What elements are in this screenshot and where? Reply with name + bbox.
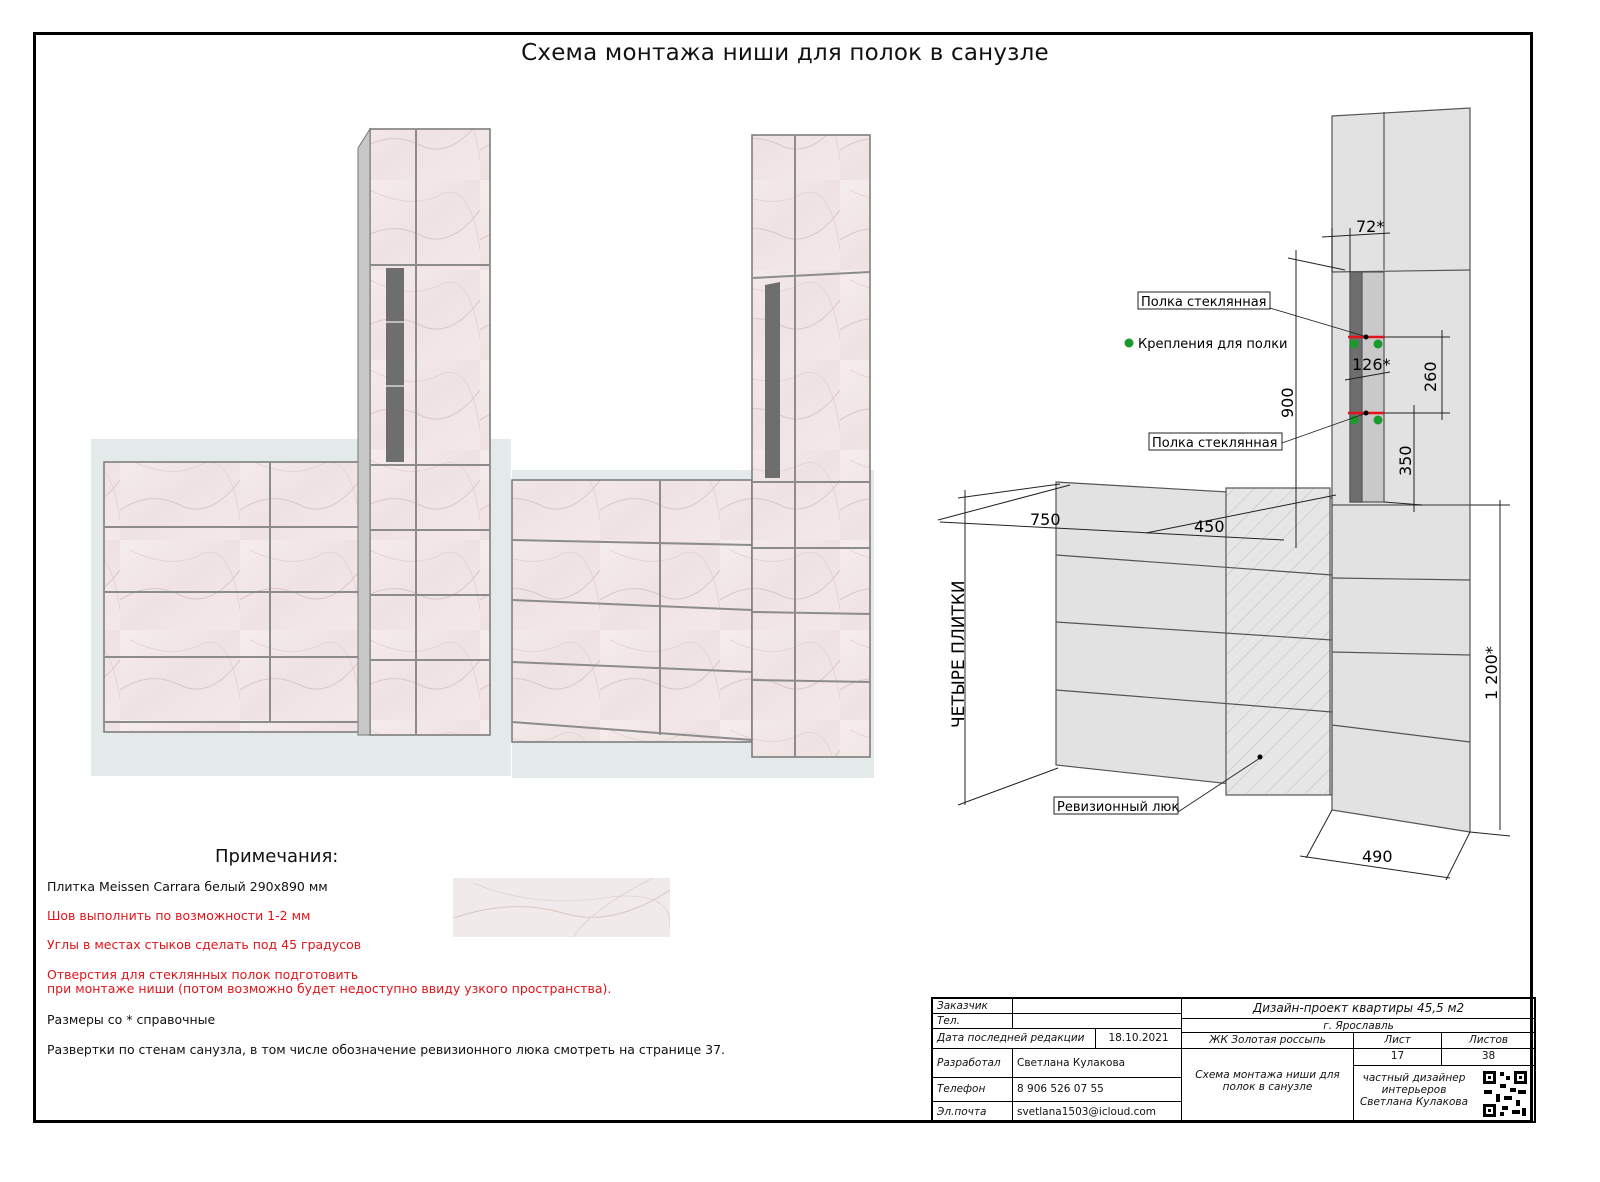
fastener-dot	[1374, 340, 1383, 349]
notes-heading: Примечания:	[215, 846, 339, 867]
tb-developer-name: Светлана Кулакова	[1013, 1049, 1182, 1078]
tb-email-label: Эл.почта	[933, 1102, 1013, 1123]
render-left-niche	[386, 268, 404, 462]
label-tile-count: ЧЕТЫРЕ ПЛИТКИ	[949, 580, 969, 728]
dim-350: 350	[1396, 445, 1415, 476]
tb-phone-short-value	[1013, 1014, 1182, 1029]
tb-city: г. Ярославль	[1182, 1019, 1536, 1033]
dim-1200: 1 200*	[1482, 646, 1501, 700]
dim-900: 900	[1278, 387, 1297, 418]
render-middle-niche	[765, 282, 780, 478]
sheet-title: Схема монтажа ниши для полок в санузле	[521, 40, 1049, 66]
dim-490: 490	[1362, 847, 1393, 866]
tb-last-edit-label: Дата последней редакции	[933, 1029, 1096, 1049]
dim-750: 750	[1030, 510, 1061, 529]
schematic-revision-hatch	[1226, 488, 1330, 795]
label-fasteners: Крепления для полки	[1138, 337, 1288, 352]
note-holes-2: при монтаже ниши (потом возможно будет недоступно ввиду узкого пространства).	[47, 981, 612, 996]
render-left-wall	[104, 462, 370, 732]
tb-qr-cell	[1474, 1066, 1536, 1123]
note-seam: Шов выполнить по возможности 1-2 мм	[47, 908, 311, 923]
fastener-dot	[1374, 416, 1383, 425]
tb-email-value: svetlana1503@icloud.com	[1013, 1102, 1182, 1123]
label-shelf-bottom: Полка стеклянная	[1152, 436, 1278, 451]
note-tile: Плитка Meissen Carrara белый 290x890 мм	[47, 879, 328, 894]
tb-sheet-label: Лист	[1354, 1033, 1442, 1049]
note-holes-1: Отверстия для стеклянных полок подготовить	[47, 967, 359, 982]
tb-last-edit-date: 18.10.2021	[1096, 1029, 1182, 1049]
tb-sheets-total: 38	[1442, 1049, 1536, 1066]
dim-260: 260	[1421, 361, 1440, 392]
label-revision-hatch: Ревизионный люк	[1057, 800, 1180, 815]
tb-phone-label: Телефон	[933, 1078, 1013, 1102]
dim-126: 126*	[1352, 355, 1391, 374]
tile-sample-image	[453, 878, 670, 937]
legend-fastener-dot	[1125, 339, 1134, 348]
note-walls-reference: Развертки по стенам санузла, в том числе обозначение ревизионного люка смотреть на странице 37.	[47, 1042, 726, 1057]
label-shelf-top: Полка стеклянная	[1141, 295, 1267, 310]
qr-code-icon	[1482, 1070, 1528, 1118]
tb-phone-value: 8 906 526 07 55	[1013, 1078, 1182, 1102]
fastener-dot	[1350, 340, 1359, 349]
tb-complex: ЖК Золотая россыпь	[1182, 1033, 1354, 1049]
tb-sheet-title: Схема монтажа ниши для полок в санузле	[1182, 1049, 1354, 1123]
tb-project: Дизайн-проект квартиры 45,5 м2	[1182, 999, 1536, 1019]
tb-developer-label: Разработал	[933, 1049, 1013, 1078]
note-reference-dims: Размеры со * справочные	[47, 1012, 216, 1027]
dim-72: 72*	[1356, 217, 1385, 236]
render-middle-wall	[512, 480, 752, 742]
tb-designer: частный дизайнер интерьеров Светлана Кулакова	[1354, 1066, 1474, 1123]
render-middle	[512, 135, 874, 778]
dim-450: 450	[1194, 517, 1225, 536]
title-block	[931, 997, 1536, 1123]
tb-phone-short-label: Тел.	[933, 1014, 1013, 1029]
tb-sheets-label: Листов	[1442, 1033, 1536, 1049]
tb-customer-value	[1013, 999, 1182, 1014]
render-left	[91, 129, 511, 776]
note-corners: Углы в местах стыков сделать под 45 градусов	[47, 937, 362, 952]
tb-customer-label: Заказчик	[933, 999, 1013, 1014]
tb-sheet-no: 17	[1354, 1049, 1442, 1066]
